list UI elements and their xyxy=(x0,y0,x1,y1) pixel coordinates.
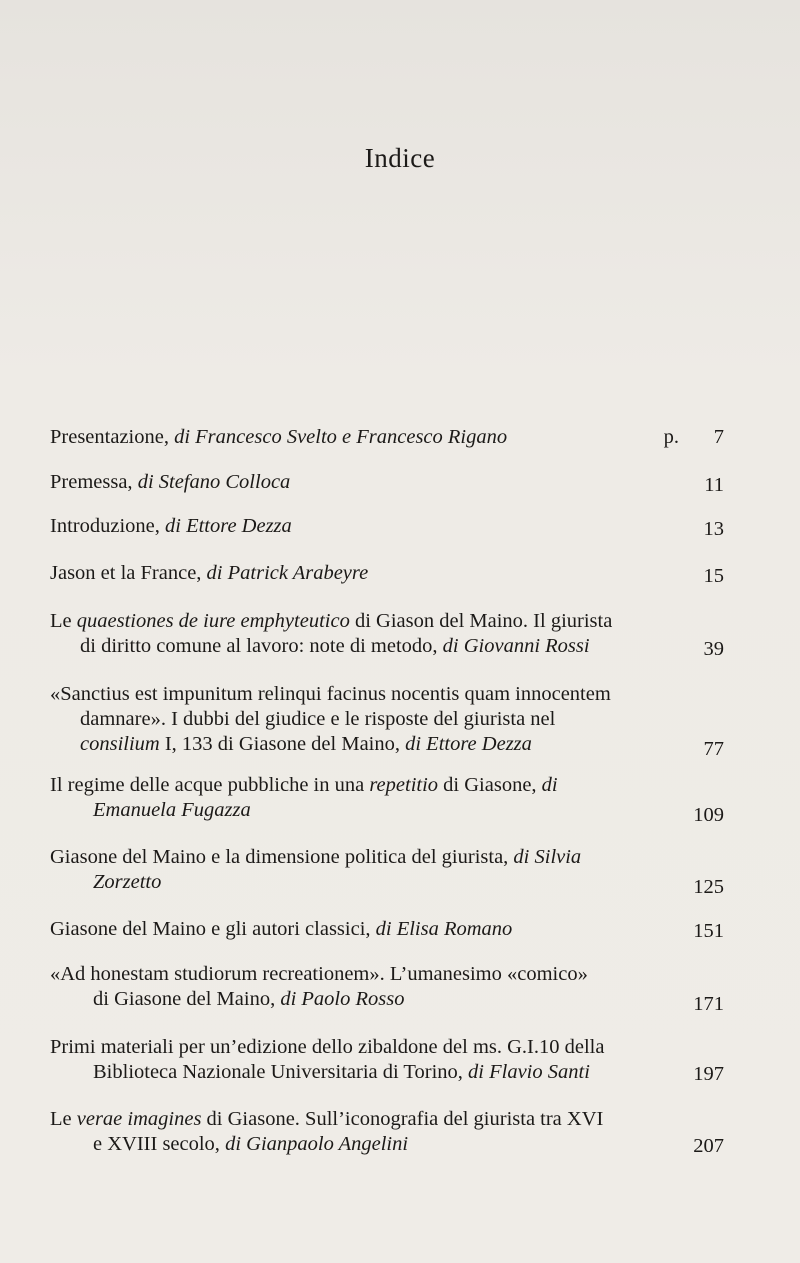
toc-entry-ad-honestam xyxy=(50,962,724,1015)
entry-text-line2: Biblioteca Nazionale Universitaria di Torino, di Flavio Santi xyxy=(93,1061,590,1083)
page-number: 197 xyxy=(693,1063,724,1085)
page-title: Indice xyxy=(364,143,436,173)
toc-entry-jason-france xyxy=(50,561,724,586)
toc-entry-regime-acque xyxy=(50,773,724,826)
entry-text: «Sanctius est impunitum relinqui facinus nocentis quam innocentem xyxy=(50,683,611,705)
entry-text-line2: di diritto comune al lavoro: note di metodo, di Giovanni Rossi xyxy=(80,635,590,657)
page-number: 109 xyxy=(693,804,724,826)
page-number: 171 xyxy=(693,993,724,1015)
page-number: 77 xyxy=(703,738,724,760)
entry-text-line2: damnare». I dubbi del giudice e le risposte del giurista nel xyxy=(80,708,556,730)
entry-text-line3: consilium I, 133 di Giasone del Maino, di Ettore Dezza xyxy=(80,733,532,755)
page-number: 125 xyxy=(693,876,724,898)
page-number: 7 xyxy=(713,426,724,448)
toc-entry-autori-classici xyxy=(50,917,724,942)
toc-entry-quaestiones xyxy=(50,609,724,659)
entry-text: Primi materiali per un’edizione dello zibaldone del ms. G.I.10 della xyxy=(50,1036,605,1058)
toc-entry-introduzione xyxy=(50,514,724,539)
entry-text: Il regime delle acque pubbliche in una repetitio di Giasone, di xyxy=(50,774,558,796)
toc-entry-zibaldone xyxy=(50,1035,724,1085)
toc-entry-verae-imagines xyxy=(50,1107,724,1157)
entry-text: Le quaestiones de iure emphyteutico di Giason del Maino. Il giurista xyxy=(50,610,613,632)
entry-text-line2: di Giasone del Maino, di Paolo Rosso xyxy=(93,988,405,1010)
entry-text: «Ad honestam studiorum recreationem». L’umanesimo «comico» xyxy=(50,963,588,985)
page-number: 15 xyxy=(703,565,724,587)
entry-text: Giasone del Maino e gli autori classici, di Elisa Romano xyxy=(50,918,513,940)
toc-entry-premessa xyxy=(50,470,724,495)
entry-text-line2: Zorzetto xyxy=(93,871,162,893)
entry-text: Giasone del Maino e la dimensione politica del giurista, di Silvia xyxy=(50,846,582,868)
entry-text-line2: Emanuela Fugazza xyxy=(93,799,251,821)
entry-text: Presentazione, di Francesco Svelto e Francesco Rigano xyxy=(50,426,508,448)
page-number: 11 xyxy=(704,474,724,496)
page-number: 13 xyxy=(703,518,724,540)
toc-entry-presentazione xyxy=(50,425,724,450)
entry-text-line2: e XVIII secolo, di Gianpaolo Angelini xyxy=(93,1133,409,1155)
entry-text: Premessa, di Stefano Colloca xyxy=(50,471,291,493)
page-number: 39 xyxy=(703,638,724,660)
entry-text: Introduzione, di Ettore Dezza xyxy=(50,515,292,537)
page-prefix: p. xyxy=(663,426,679,448)
toc-entry-sanctius xyxy=(50,682,724,760)
page-number: 151 xyxy=(693,920,724,942)
page-number: 207 xyxy=(693,1135,724,1157)
entry-text: Jason et la France, di Patrick Arabeyre xyxy=(50,562,369,584)
entry-text: Le verae imagines di Giasone. Sull’iconografia del giurista tra XVI xyxy=(50,1108,604,1130)
toc-entry-dimensione-politica xyxy=(50,845,724,898)
